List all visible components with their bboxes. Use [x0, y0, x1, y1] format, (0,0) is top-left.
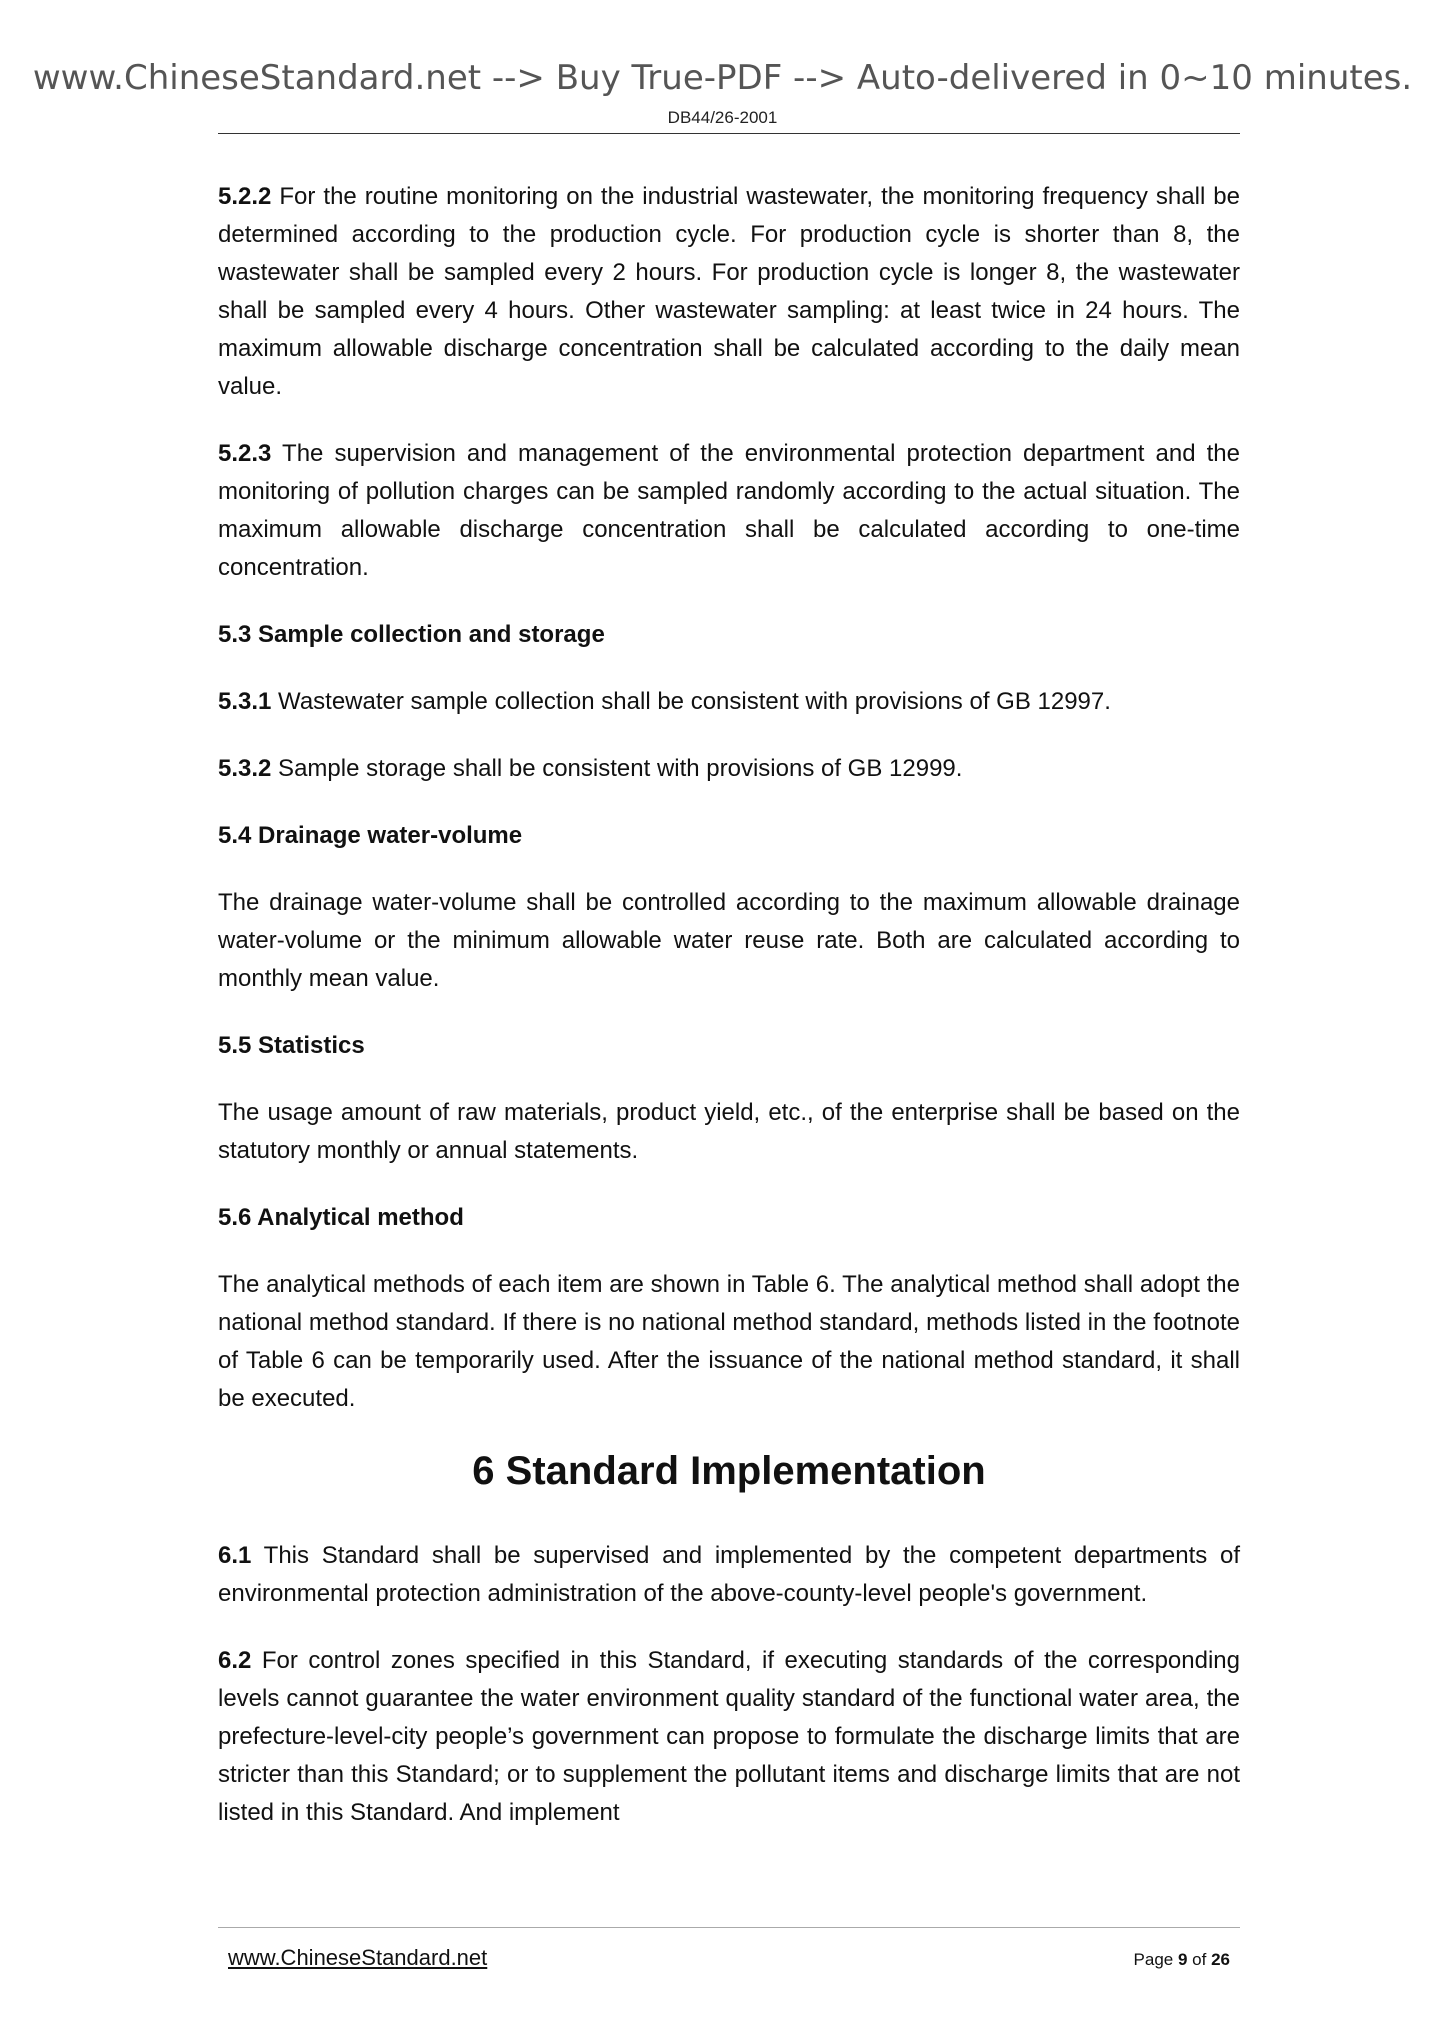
page-label: Page — [1133, 1950, 1178, 1969]
page-total: 26 — [1211, 1950, 1230, 1969]
clause-text: For control zones specified in this Standard, if executing standards of the corresponding levels cannot guarantee the water environment quality standard of the functional water area, the prefecture-level-city people’s government can propose to formulate the discharge limits that are stricter than this Standard; or to supplement the pollutant items and discharge limits that are not listed in this Standard. And implement — [218, 1647, 1240, 1826]
paragraph-5-4: The drainage water-volume shall be controlled according to the maximum allowable drainage water-volume or the minimum allowable water reuse rate. Both are calculated according to monthly mean value. — [218, 889, 1240, 992]
clause-text: Wastewater sample collection shall be consistent with provisions of GB 12997. — [271, 688, 1111, 715]
clause-6-1 — [218, 1537, 1240, 1613]
clause-number: 5.3.2 — [218, 755, 272, 782]
document-code: DB44/26-2001 — [667, 108, 778, 127]
clause-number: 6.1 — [218, 1542, 252, 1569]
chapter-6-title: 6 Standard Implementation — [472, 1449, 986, 1493]
clause-text: For the routine monitoring on the industrial wastewater, the monitoring frequency shall be determined according to the production cycle. For production cycle is shorter than 8, the wastewater shall be sampled every 2 hours. For production cycle is longer 8, the wastewater shall be sampled every 4 hours. Other wastewater sampling: at least twice in 24 hours. The maximum allowable discharge concentration shall be calculated according to the daily mean value. — [218, 183, 1240, 400]
clause-number: 5.2.3 — [218, 440, 272, 467]
heading-5-5: 5.5 Statistics — [218, 1032, 365, 1059]
clause-text: The supervision and management of the environmental protection department and the monitoring of pollution charges can be sampled randomly according to the actual situation. The maximum allowable discharge concentration shall be calculated according to one-time concentration. — [218, 440, 1240, 581]
page-content — [218, 178, 1240, 1861]
clause-5-2-3 — [218, 435, 1240, 587]
paragraph-5-5: The usage amount of raw materials, product yield, etc., of the enterprise shall be based on the statutory monthly or annual statements. — [218, 1099, 1240, 1164]
heading-5-3: 5.3 Sample collection and storage — [218, 621, 605, 648]
footer-divider — [218, 1927, 1240, 1928]
clause-6-2 — [218, 1642, 1240, 1832]
clause-5-2-2 — [218, 178, 1240, 406]
clause-number: 5.3.1 — [218, 688, 272, 715]
heading-5-4: 5.4 Drainage water-volume — [218, 822, 523, 849]
paragraph-5-6: The analytical methods of each item are shown in Table 6. The analytical method shall adopt the national method standard. If there is no national method standard, methods listed in the footnote of Table 6 can be temporarily used. After the issuance of the national method standard, it shall be executed. — [218, 1271, 1240, 1412]
clause-number: 6.2 — [218, 1647, 252, 1674]
footer-website-link[interactable]: www.ChineseStandard.net — [228, 1945, 488, 1970]
clause-5-3-2 — [218, 750, 1240, 788]
clause-5-3-1 — [218, 683, 1240, 721]
page-current: 9 — [1177, 1950, 1188, 1969]
header-divider — [218, 133, 1240, 134]
clause-text: Sample storage shall be consistent with provisions of GB 12999. — [271, 755, 963, 782]
top-banner[interactable]: www.ChineseStandard.net --> Buy True-PDF --> Auto-delivered in 0~10 minutes. — [32, 58, 1413, 98]
page-of: of — [1187, 1950, 1212, 1969]
clause-text: This Standard shall be supervised and implemented by the competent departments of environmental protection administration of the above-county-level people's government. — [218, 1542, 1240, 1607]
clause-number: 5.2.2 — [218, 183, 272, 210]
heading-5-6: 5.6 Analytical method — [218, 1204, 464, 1231]
page-number — [1134, 1950, 1230, 1970]
